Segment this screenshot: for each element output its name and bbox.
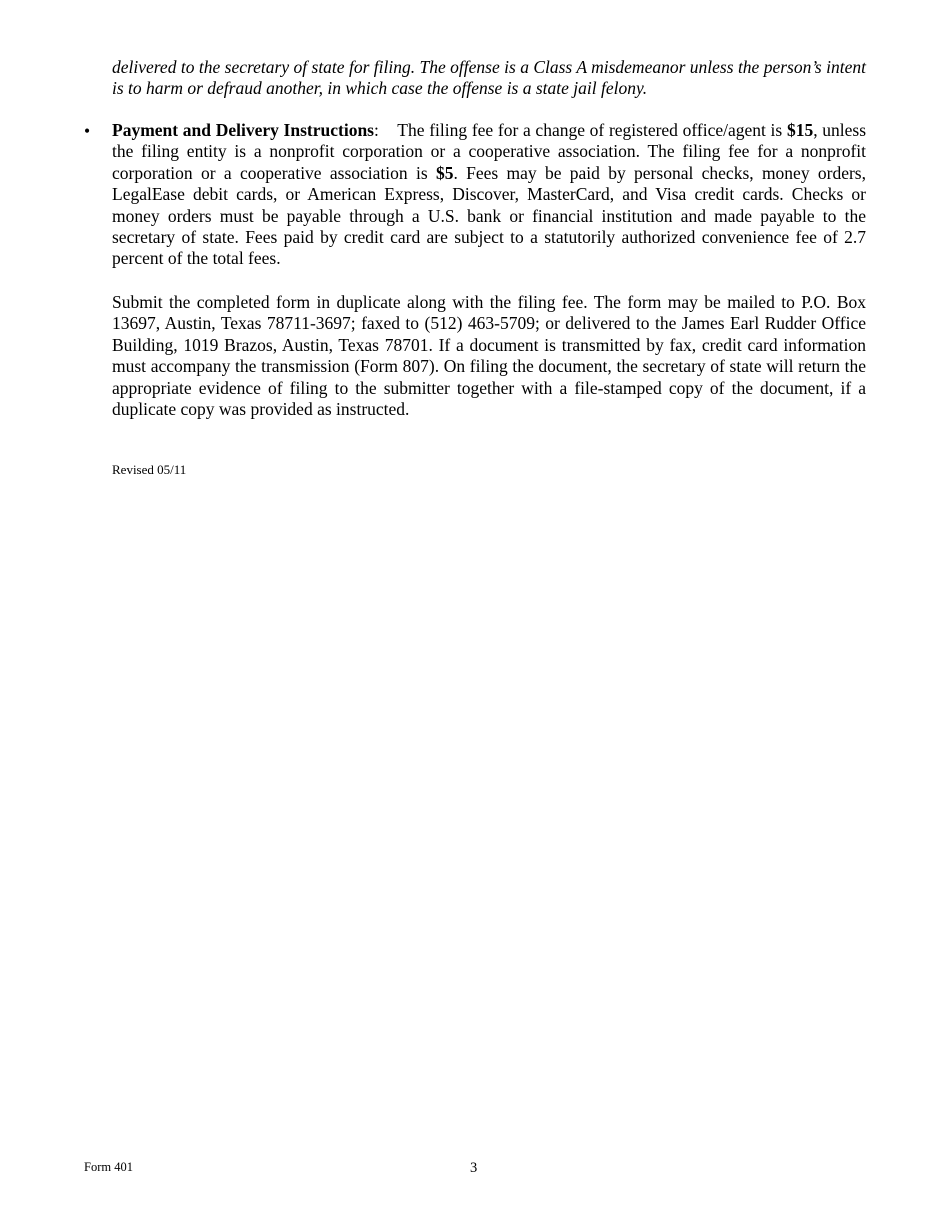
page-number: 3 <box>470 1160 478 1176</box>
offense-warning-text: delivered to the secretary of state for filing. The offense is a Class A misdemeanor unless the person’s intent is to harm or defraud another, in which case the offense is a state jail felony. <box>112 57 866 99</box>
bullet-icon: • <box>84 121 91 141</box>
standard-fee-amount: $15 <box>786 120 814 140</box>
payment-text-1: The filing fee for a change of registered office/agent is <box>378 120 787 140</box>
form-number-label: Form 401 <box>84 1160 133 1174</box>
payment-text-3: . Fees may be paid by personal checks, money orders, LegalEase debit cards, or American Express, Discover, MasterCard, and Visa credit cards. Checks or money orders must be payable through a U.S. bank or financial institution and made payable to the secretary of state. Fees paid by credit card are subject to a statutorily authorized convenience fee of 2.7 percent of the total fees. <box>112 162 866 269</box>
nonprofit-fee-amount: $5 <box>435 162 454 183</box>
payment-instructions-heading: Payment and Delivery Instructions <box>112 120 374 140</box>
submission-instructions-paragraph: Submit the completed form in duplicate along with the filing fee. The form may be mailed to P.O. Box 13697, Austin, Texas 78711-3697; faxed to (512) 463-5709; or delivered to the James Earl Rudder Office Building, 1019 Brazos, Austin, Texas 78701. If a document is transmitted by fax, credit card information must accompany the transmission (Form 807). On filing the document, the secretary of state will return the appropriate evidence of filing to the submitter together with a file-stamped copy of the document, if a duplicate copy was provided as instructed. <box>112 292 866 420</box>
payment-text-2: , unless the filing entity is a nonprofit corporation or a cooperative association. The filing fee for a nonprofit corporation or a cooperative association is <box>112 120 867 183</box>
payment-instructions-paragraph <box>112 120 866 270</box>
heading-colon: : <box>373 120 379 140</box>
revision-date: Revised 05/11 <box>112 462 187 477</box>
